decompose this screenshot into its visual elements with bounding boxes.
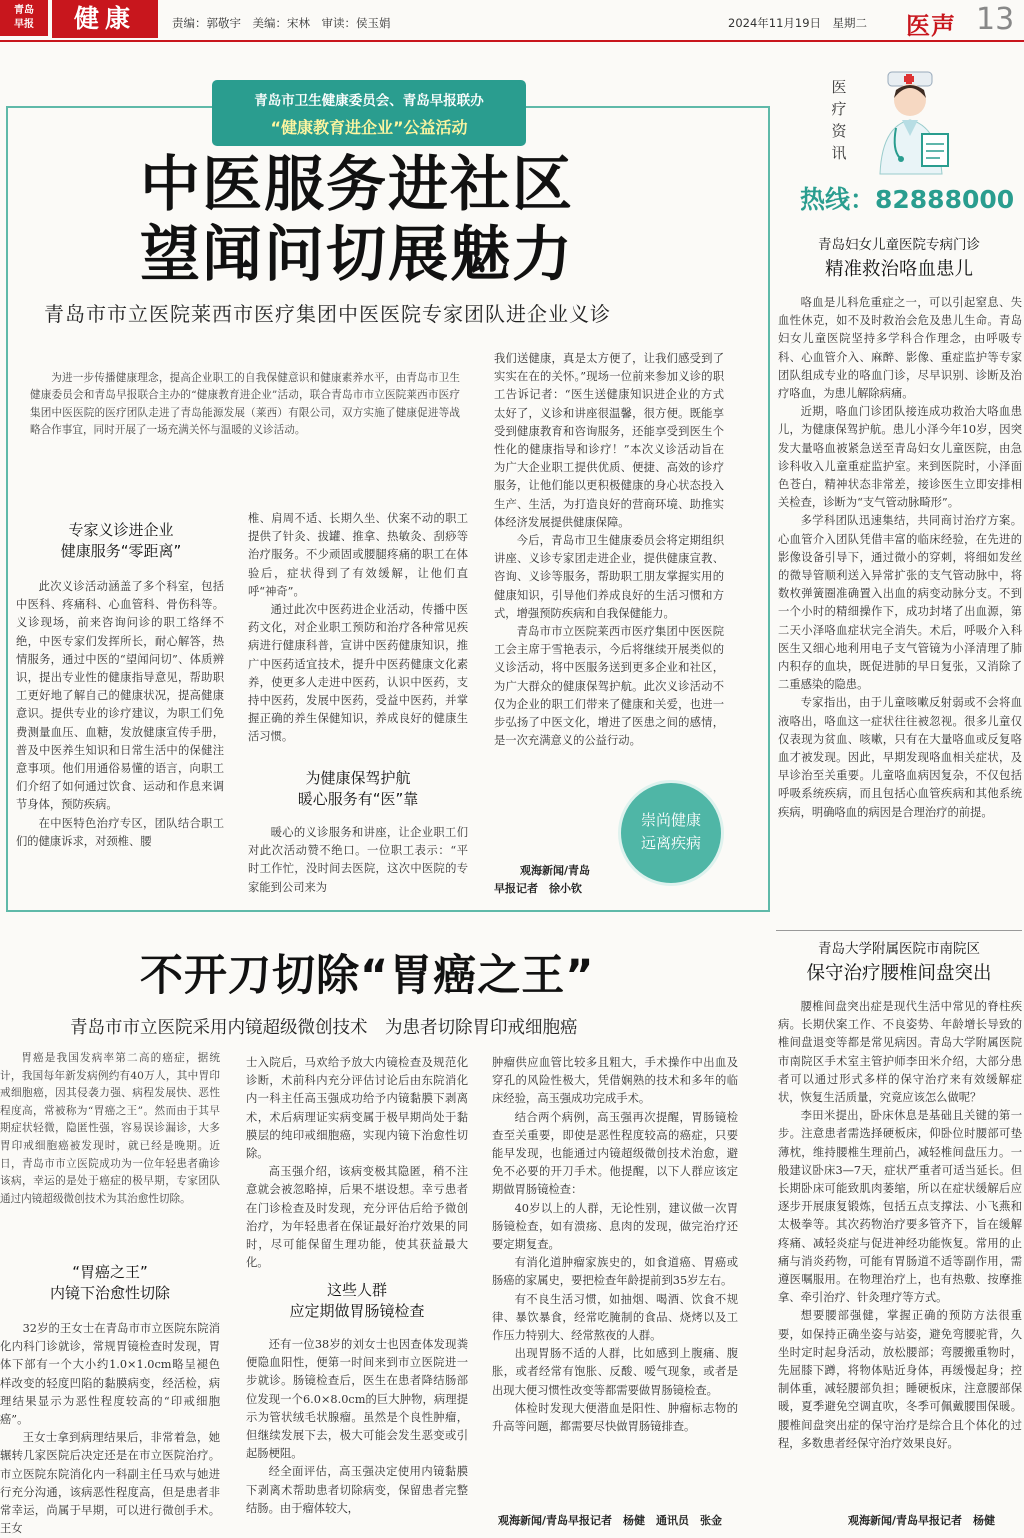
feature-col2-b: 暖心的义诊服务和讲座，让企业职工们对此次活动赞不绝口。一位职工表示：“平时工作忙，没时间去医院，这次中医院的专家能到公司来为 [248, 826, 468, 894]
article2-col3: 肿瘤供应血管比较多且粗大，手术操作中出血及穿孔的风险性极大，凭借娴熟的技术和多年的临床经验，高玉强成功完成手术。 结合两个病例，高玉强再次提醒，胃肠镜检查至关重要，即使是恶性程度较高的癌症，只要能早发现，也能通过内镜超级微创技术治愈，避免不必要的开刀手术。他提醒，以下人群应该定期做胃肠镜检查： 40岁以上的人群，无论性别，建议做一次胃肠镜检查，如有溃疡、息肉的发现，做完治疗还要定期复查。 有消化道肿瘤家族史的，如食道癌、胃癌或肠癌的家属史，要把检查年龄提前到35岁左右。 有不良生活习惯，如抽烟、喝酒、饮食不规律、暴饮暴食，经常吃腌制的食品、烧烤以及工作压力特别大、经常熬夜的人群。 出现胃肠不适的人群，比如感到上腹痛、腹胀，或者经常有饱胀、反酸、嗳气现象，或者是出现大便习惯性改变等都需要做胃肠镜检查。 体检时发现大便潜血是阳性、肿瘤标志物的升高等问题，都需要尽快做胃肠镜排查。 [492, 1056, 738, 1434]
article2-byline: 观海新闻/青岛早报记者 杨健 通讯员 张金 [498, 1514, 723, 1527]
header-rule [0, 40, 1024, 42]
hotline-label: 医 疗 资 讯 [831, 78, 847, 162]
page-number: 13 [976, 2, 1015, 37]
article2-col2-b: 还有一位38岁的刘女士也因查体发现粪便隐血阳性，便第一时间来到市立医院进一步就诊。肠镜检查后，医生在患者降结肠部位发现一个6.0×8.0cm的巨大肿物，病理提示为管状绒毛状腺瘤。虽然是个良性肿瘤，但继续发展下去，极大可能会发生恶变或引起肠梗阻。 经全面评估，高玉强决定使用内镜黏膜下剥离术帮助患者切除病变，保留患者完整结肠。由于瘤体较大， [246, 1338, 468, 1515]
feature-byline-1: 观海新闻/青岛 [520, 864, 591, 877]
right1-title: 精准救治咯血患儿 [824, 259, 973, 280]
article2-headline: 不开刀切除“胃癌之王” [140, 951, 595, 1001]
editor-credits: 责编：郭敬宇 美编：宋林 审读：侯玉娟 [172, 16, 391, 30]
feature-headline-1: 中医服务进社区 [140, 150, 574, 220]
right-divider [776, 930, 1022, 931]
health-seal: 崇尚健康 远离疾病 [618, 780, 724, 886]
article2-subhead-1: “胃癌之王” 内镜下治愈性切除 [49, 1263, 170, 1302]
right2-body: 腰椎间盘突出症是现代生活中常见的脊柱疾病。长期伏案工作、不良姿势、年龄增长导致的椎间盘退变等都是常见病因。青岛大学附属医院市南院区手术室主管护师李田米介绍，大部分患者可以通过形式多样的保守治疗来有效缓解症状，恢复生活质量，究竟应该怎么做呢？ 李田米提出，卧床休息是基础且关键的第一步。注意患者需选择硬板床，仰卧位时腰部可垫薄枕，维持腰椎生理前凸，减轻椎间盘压力。一般建议卧床3—7天，症状严重者可适当延长。但长期卧床可能致肌肉萎缩，所以在症状缓解后应逐步开展康复锻炼，包括五点支撑法、小飞燕和太极拳等。其次药物治疗要多管齐下，旨在缓解疼痛、减轻炎症与促进神经功能恢复。常用的止痛与消炎药物，可能有胃肠道不适等副作用，需遵医嘱服用。在物理治疗上，也有热敷、按摩推拿、牵引治疗、针灸理疗等方式。 想要腰部强健，掌握正确的预防方法很重要，如保持正确坐姿与站姿，避免弯腰驼背，久坐时定时起身活动，放松腰部；弯腰搬重物时，先屈膝下蹲，将物体贴近身体，再缓慢起身；控制体重，减轻腰部负担；睡硬板床，注意腰部保暖，夏季避免空调直吹，冬季可佩戴腰围保暖。腰椎间盘突出症的保守治疗是综合且个体化的过程，多数患者经保守治疗效果良好。 [778, 1000, 1022, 1450]
feature-subhead-2: 为健康保驾护航 暖心服务有“医”靠 [297, 769, 419, 808]
nurse-illustration-icon [866, 70, 966, 174]
hotline-number: 热线：82888000 [800, 185, 1015, 214]
right1-kicker: 青岛妇女儿童医院专病门诊 [818, 237, 980, 253]
event-banner: 青岛市卫生健康委员会、青岛早报联办 “健康教育进企业”公益活动 [212, 80, 526, 146]
right2-title: 保守治疗腰椎间盘突出 [806, 963, 992, 984]
right2-byline: 观海新闻/青岛早报记者 杨健 [848, 1514, 996, 1527]
feature-col3: 我们送健康，真是太方便了，让我们感受到了实实在在的关怀。”现场一位前来参加义诊的职工告诉记者：“医生送健康知识进企业的方式太好了，义诊和讲座很温馨，很方便。既能享受到健康教育和咨询服务，还能享受到医生个性化的健康指导和诊疗！”本次义诊活动旨在为广大企业职工提供优质、便捷、高效的诊疗服务，让他们能以更积极健康的身心状态投入生产、生活，为打造良好的营商环境、助推实体经济发展提供健康保障。 今后，青岛市卫生健康委员会将定期组织讲座、义诊专家团走进企业，提供健康宣教、咨询、义诊等服务，帮助职工朋友掌握实用的健康知识，引导他们养成良好的生活习惯和方式，增强预防疾病和自我保健能力。 青岛市市立医院莱西市医疗集团中医医院工会主席于雪艳表示，今后将继续开展类似的义诊活动，将中医服务送到更多企业和社区，为广大群众的健康保驾护航。此次义诊活动不仅为企业的职工们带来了健康和关爱，也进一步弘扬了中医文化，增进了医患之间的感情，是一次充满意义的公益行动。 [494, 352, 724, 748]
right2-kicker: 青岛大学附属医院市南院区 [818, 941, 980, 957]
newspaper-logo: 青岛 早报 [0, 0, 48, 36]
article2-intro: 胃癌是我国发病率第二高的癌症，据统计，我国每年新发病例约有40万人，其中胃印戒细胞癌，因其侵袭力强、病程发展快、恶性程度高，常被称为“胃癌之王”。然而由于其早期症状轻微，隐匿性强，容易误诊漏诊，大多胃印戒细胞癌被发现时，就已经是晚期。近日，青岛市市立医院成功为一位年轻患者确诊该病，幸运的是处于癌症的极早期，专家团队通过内镜超级微创技术为其治愈性切除。 [0, 1052, 220, 1205]
article2-col1: 32岁的王女士在青岛市市立医院东院消化内科门诊就诊，常规胃镜检查时发现，胃体下部有一个大小约1.0×1.0cm略呈褪色样改变的轻度凹陷的黏膜病变，经活检，病理结果显示为恶性程度较高的“印戒细胞癌”。 王女士拿到病理结果后，非常着急，她辗转几家医院后决定还是在市立医院治疗。市立医院东院消化内一科副主任马欢与她进行充分沟通，该病恶性程度高，但是患者非常幸运，尚属于早期，可以进行微创手术。王女 [0, 1322, 220, 1536]
feature-intro: 为进一步传播健康理念，提高企业职工的自我保健意识和健康素养水平，由青岛市卫生健康委员会和青岛早报联合主办的“健康教育进企业”活动，联合青岛市市立医院莱西市医疗集团中医医院的医疗团队走进了青岛能源发展（莱西）有限公司，双方实施了健康促进等战略合作事宜，同时开展了一场充满关怀与温暖的义诊活动。 [30, 372, 460, 437]
right1-body: 咯血是儿科危重症之一，可以引起窒息、失血性休克，如不及时救治会危及患儿生命。青岛妇女儿童医院坚持多学科合作理念，由呼吸专科、心血管介入、麻醉、影像、重症监护等专家团队组成专业的咯血门诊，尽早识别、诊断及治疗咯血，为患儿解除病痛。 近期，咯血门诊团队接连成功救治大咯血患儿，为健康保驾护航。患儿小泽今年10岁，因突发大量咯血被紧急送至青岛妇女儿童医院，由急诊科收入儿童重症监护室。来到医院时，小泽面色苍白，精神状态非常差，接诊医生立即安排相关检查，诊断为“支气管动脉畸形”。 多学科团队迅速集结，共同商讨治疗方案。心血管介入团队凭借丰富的临床经验，在先进的影像设备引导下，通过微小的穿刺，将细如发丝的微导管顺利送入异常扩张的支气管动脉中，将数枚弹簧圈准确置入出血的病变动脉分支。不到一个小时的精细操作下，成功封堵了出血源，第二天小泽咯血症状完全消失。术后，呼吸介入科医生又细心地利用电子支气管镜为小泽清理了肺内积存的血块，既促进肺的早日复张，又消除了二重感染的隐患。 专家指出，由于儿童咳嗽反射弱或不会将血液咯出，咯血这一症状往往被忽视。很多儿童仅仅表现为贫血、咳嗽，只有在大量咯血或反复咯血才被发现。因此，早期发现咯血相关症状，及早诊治至关重要。儿童咯血病因复杂，不仅包括呼吸系统疾病，而且包括心血管疾病和其他系统疾病，明确咯血的病因是合理治疗的前提。 [778, 296, 1022, 819]
section-tab: 健康 [52, 0, 158, 38]
article2-subhead-2: 这些人群 应定期做胃肠镜检查 [289, 1281, 425, 1320]
column-name: 医声 [906, 12, 956, 40]
feature-byline-2: 早报记者 徐小钦 [494, 882, 582, 895]
article2-col2: 士入院后，马欢给予放大内镜检查及规范化诊断，术前科内充分评估讨论后由东院消化内一科主任高玉强成功给予内镜黏膜下剥离术，术后病理证实病变属于极早期尚处于黏膜层的纯印戒细胞癌，实现内镜下治愈性切除。 高玉强介绍，该病变极其隐匿，稍不注意就会被忽略掉，后果不堪设想。幸亏患者在门诊检查及时发现，充分评估后给予微创治疗，为年轻患者在保证最好治疗效果的同时，尽可能保留生理功能，使其获益最大化。 [246, 1056, 468, 1270]
feature-subhead-1: 专家义诊进企业 健康服务“零距离” [60, 521, 182, 560]
feature-headline-2: 望闻问切展魅力 [140, 220, 574, 290]
feature-subheadline: 青岛市市立医院莱西市医疗集团中医医院专家团队进企业义诊 [44, 302, 611, 326]
feature-col2: 椎、肩周不适、长期久坐、伏案不动的职工提供了针灸、拔罐、推拿、热敏灸、刮痧等治疗服务。不少顽固或腰腿疼痛的职工在体验后，症状得到了有效缓解，让他们直呼“神奇”。 通过此次中医药进企业活动，传播中医药文化，对企业职工预防和治疗各种常见疾病进行健康科普，宣讲中医药健康知识，推广中医药适宜技术，提升中医药健康文化素养，使更多人走进中医药，认识中医药，支持中医药，发展中医药，受益中医药，并掌握正确的养生保健知识，养成良好的健康生活习惯。 [248, 512, 468, 744]
article2-subheadline: 青岛市市立医院采用内镜超级微创技术 为患者切除胃印戒细胞癌 [70, 1018, 578, 1038]
feature-col1: 此次义诊活动涵盖了多个科室，包括中医科、疼痛科、心血管科、骨伤科等。义诊现场，前来咨询问诊的职工络绎不绝，中医专家们发挥所长，耐心解答，热情服务，通过中医的“望闻问切”、体质辨识，提出专业性的健康指导意见，帮助职工更好地了解自己的健康状况，提高健康意识。提供专业的诊疗建议，为职工们免费测量血压、血糖，发放健康宣传手册，普及中医养生知识和日常生活中的保健注意事项。他们用通俗易懂的语言，向职工们介绍了如何通过饮食、运动和作息来调节身体，预防疾病。 在中医特色治疗专区，团队结合职工们的健康诉求，对颈椎、腰 [16, 580, 224, 848]
issue-date: 2024年11月19日 星期二 [728, 16, 868, 30]
